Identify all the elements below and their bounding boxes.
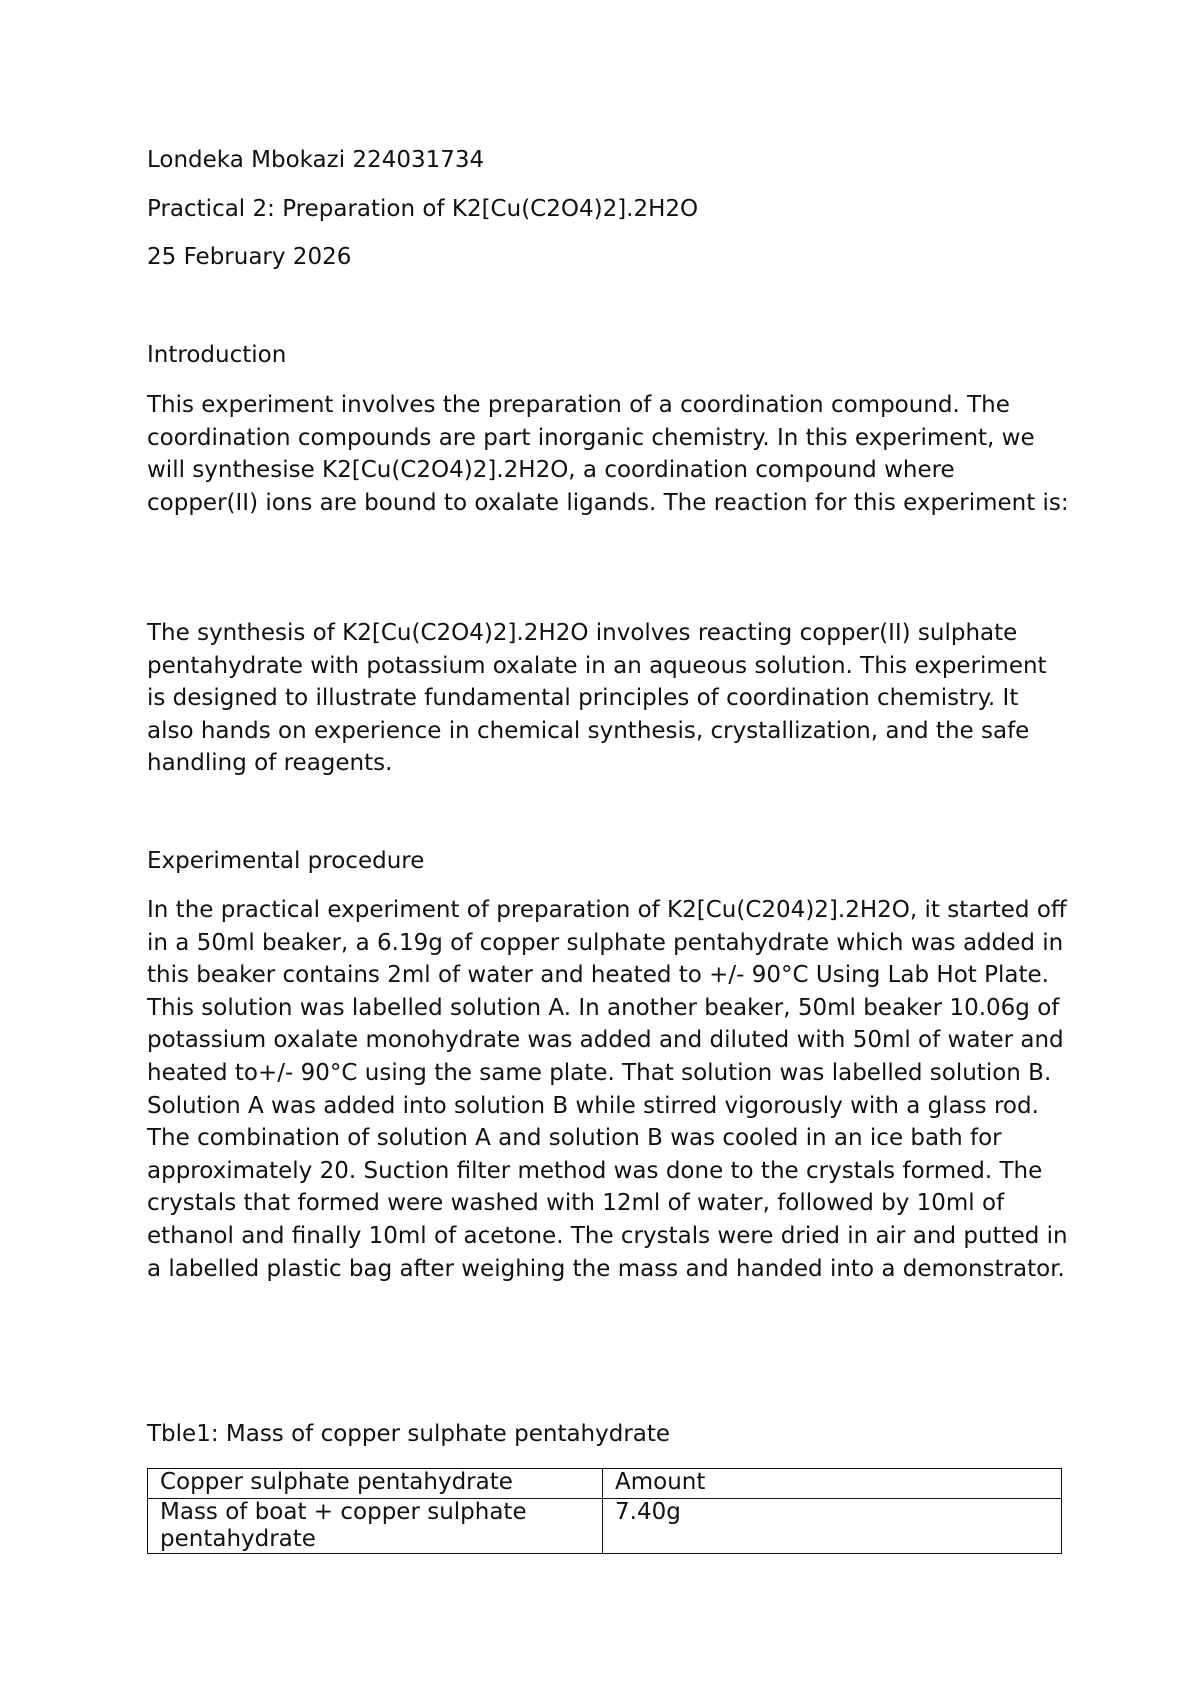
table-header-cell: Amount: [603, 1469, 1062, 1499]
table-header-row: [148, 1469, 1062, 1499]
introduction-heading: Introduction: [147, 342, 287, 368]
procedure-text: In the practical experiment of preparation of K2[Cu(C204)2].2H2O, it started off in a 50ml beaker, a 6.19g of copper sulphate pentahydrate which was added in this beaker contains 2ml of water and heated to +/- 90°C Using Lab Hot Plate. This solution was labelled solution A. In another beaker, 50ml beaker 10.06g of potassium oxalate monohydrate was added and diluted with 50ml of water and heated to+/- 90°C using the same plate. That solution was labelled solution B. Solution A was added into solution B while stirred vigorously with a glass rod. The combination of solution A and solution B was cooled in an ice bath for approximately 20. Suction filter method was done to the crystals formed. The crystals that formed were washed with 12ml of water, followed by 10ml of ethanol and finally 10ml of acetone. The crystals were dried in air and putted in a labelled plastic bag after weighing the mass and handed into a demonstrator.: [147, 897, 1068, 1282]
table-row: [148, 1499, 1062, 1554]
introduction-text: This experiment involves the preparation of a coordination compound. The coordination compounds are part inorganic chemistry. In this experiment, we will synthesise K2[Cu(C2O4)2].2H2O, a coordination compound where copper(II) ions are bound to oxalate ligands. The reaction for this experiment is:: [147, 392, 1069, 516]
synthesis-paragraph: [147, 617, 1072, 780]
report-date: 25 February 2026: [147, 244, 352, 270]
table-header-cell: Copper sulphate pentahydrate: [148, 1469, 603, 1499]
introduction-paragraph: [147, 389, 1072, 519]
table-cell: Mass of boat + copper sulphate pentahydrate: [148, 1499, 603, 1554]
table-caption: Tble1: Mass of copper sulphate pentahydrate: [147, 1421, 671, 1447]
synthesis-text: The synthesis of K2[Cu(C2O4)2].2H2O involves reacting copper(II) sulphate pentahydrate with potassium oxalate in an aqueous solution. This experiment is designed to illustrate fundamental principles of coordination chemistry. It also hands on experience in chemical synthesis, crystallization, and the safe handling of reagents.: [147, 620, 1047, 777]
mass-table: [147, 1468, 1062, 1554]
practical-title: Practical 2: Preparation of K2[Cu(C2O4)2].2H2O: [147, 196, 699, 222]
author-line: Londeka Mbokazi 224031734: [147, 147, 485, 173]
procedure-heading: Experimental procedure: [147, 848, 425, 874]
procedure-paragraph: [147, 894, 1072, 1285]
table-cell: 7.40g: [603, 1499, 1062, 1554]
